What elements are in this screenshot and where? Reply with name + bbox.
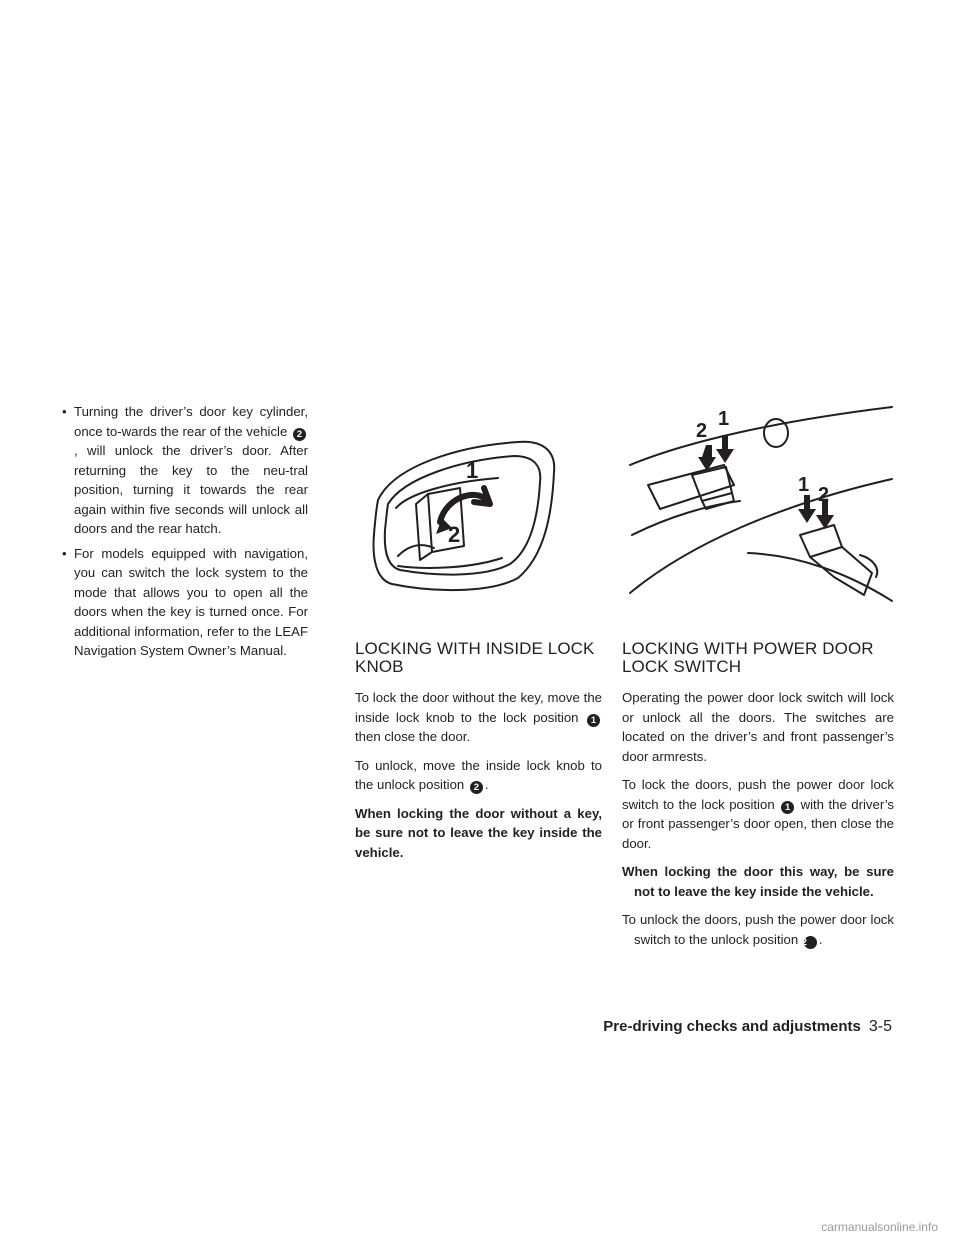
paragraph-text: then close the door. (355, 729, 471, 744)
paragraph-text: . (818, 931, 823, 947)
bullet-dot: • (62, 545, 67, 561)
switch-panel-rear (800, 525, 842, 557)
paragraph (622, 910, 894, 949)
paragraph-text: To lock the doors, push the power door lock switch to the lock position (622, 777, 894, 812)
watermark: carmanualsonline.info (821, 1220, 938, 1234)
figure-label: 2 (448, 522, 461, 547)
callout-marker: 1 (587, 714, 600, 727)
rotate-arrow (440, 488, 490, 522)
paragraph-text: with the driver’s or front passenger’s door open, then close the door. (622, 796, 894, 851)
paragraph (622, 775, 894, 853)
warning-text: When locking the door this way, be sure not to leave the key inside the vehicle. (622, 864, 894, 899)
section-heading: LOCKING WITH INSIDE LOCK KNOB (355, 639, 595, 676)
paragraph-text: To unlock the doors, push the power door lock switch to the unlock position (622, 912, 894, 947)
left-column (62, 402, 308, 666)
paragraph-text: To unlock, move the inside lock knob to the unlock position (355, 757, 602, 792)
figure-label: 2 (818, 484, 830, 506)
paragraph-text: To lock the door without the key, move the inside lock knob to the lock position (355, 690, 602, 725)
push-arrow (798, 495, 816, 523)
paragraph (355, 688, 602, 747)
figure-label: 1 (466, 458, 479, 483)
paragraph: Operating the power door lock switch will lock or unlock all the doors. The switches are located on the driver’s and front passenger’s door armrests. (622, 690, 894, 764)
power-lock-switch-figure (628, 405, 896, 605)
bullet-item (62, 402, 308, 539)
figure-label: 2 (696, 420, 708, 442)
paragraph (355, 756, 602, 795)
callout-marker: 1 (781, 801, 794, 814)
page-footer (603, 1018, 892, 1036)
section-heading: LOCKING WITH POWER DOOR LOCK SWITCH (622, 639, 874, 676)
bullet-text-lead: Turning the driver’s door key cylinder, once to-wards the rear of the vehicle (74, 404, 308, 439)
round-button (764, 419, 788, 447)
footer-section-title: Pre-driving checks and adjustments (603, 1018, 861, 1035)
switch-panel-front (648, 465, 734, 509)
callout-marker: 2 (470, 781, 483, 794)
inside-lock-knob-figure (368, 438, 568, 598)
bullet-dot: • (62, 404, 67, 419)
armrest-edge (630, 407, 892, 465)
figure-label: 1 (798, 474, 810, 496)
bullet-text: For models equipped with navigation, you can switch the lock system to the mode that allows you to open all the doors when the key is turned once. For additional information, refer to the LEAF Navigation System Owner’s Manual. (74, 545, 308, 658)
inside-lock-section (355, 640, 602, 871)
bullet-item (62, 544, 308, 661)
callout-marker: 2 (293, 428, 306, 441)
callout-marker: 2 (804, 936, 817, 949)
page-number: 3-5 (868, 1018, 892, 1035)
push-arrow (716, 435, 734, 463)
warning-text: When locking the door without a key, be sure not to leave the key inside the vehicle. (355, 805, 602, 860)
paragraph-text: . (484, 777, 489, 792)
figure-label: 1 (718, 408, 730, 430)
bullet-text-tail: , will unlock the driver’s door. After returning the key to the neu-tral position, turning it towards the rear again within five seconds will unlock all doors and the rear hatch. (74, 443, 308, 536)
power-lock-section (622, 640, 894, 958)
